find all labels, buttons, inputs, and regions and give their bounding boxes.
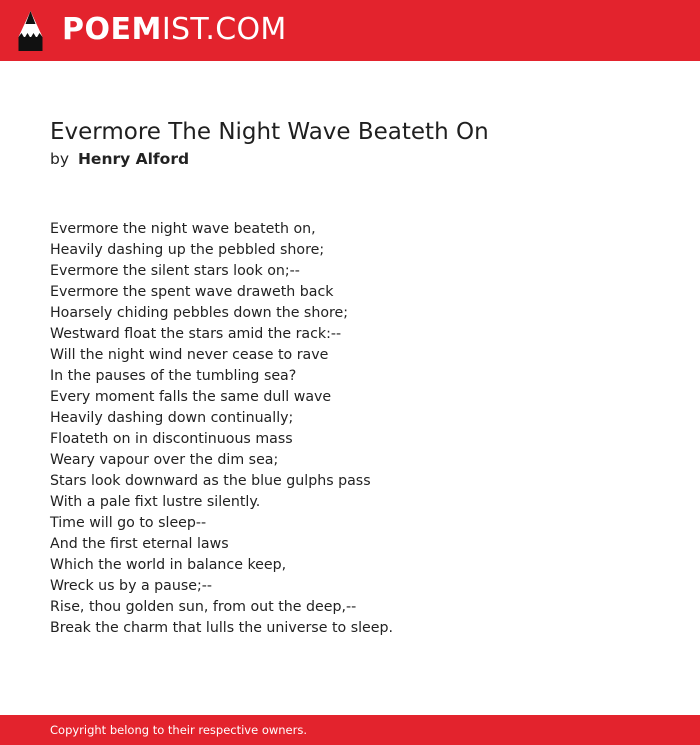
poem-line: Evermore the spent wave draweth back	[50, 284, 334, 300]
byline	[50, 149, 189, 169]
pen-nib-icon[interactable]	[17, 10, 44, 52]
poem-line: Rise, thou golden sun, from out the deep,--	[50, 599, 357, 615]
poem-line: Floateth on in discontinuous mass	[50, 431, 293, 447]
poem-body	[50, 219, 670, 639]
poem-line: Wreck us by a pause;--	[50, 578, 213, 594]
poem-line: In the pauses of the tumbling sea?	[50, 368, 297, 384]
poem-line: Will the night wind never cease to rave	[50, 347, 329, 363]
site-footer	[0, 715, 700, 745]
poem-line: Westward float the stars amid the rack:--	[50, 326, 342, 342]
poem-line: Hoarsely chiding pebbles down the shore;	[50, 305, 349, 321]
poem-line: Weary vapour over the dim sea;	[50, 452, 279, 468]
poem-line: Break the charm that lulls the universe to sleep.	[50, 620, 394, 636]
brand-bold: POEM	[62, 12, 162, 47]
poem-line: And the first eternal laws	[50, 536, 229, 552]
poem-line: Time will go to sleep--	[50, 515, 207, 531]
site-logo-text[interactable]	[62, 12, 287, 48]
by-label: by	[50, 150, 70, 168]
copyright-text: Copyright belong to their respective owners.	[50, 723, 308, 737]
brand-light: IST.COM	[161, 12, 287, 47]
poem-line: Evermore the silent stars look on;--	[50, 263, 300, 279]
site-header	[0, 0, 700, 61]
poem-line: Which the world in balance keep,	[50, 557, 287, 573]
poem-line: Every moment falls the same dull wave	[50, 389, 332, 405]
poem-line: Evermore the night wave beateth on,	[50, 221, 316, 237]
poem-line: Stars look downward as the blue gulphs pass	[50, 473, 371, 489]
poem-title: Evermore The Night Wave Beateth On	[50, 119, 489, 145]
poem-line: With a pale fixt lustre silently.	[50, 494, 261, 510]
author-name: Henry Alford	[77, 150, 190, 168]
poem-line: Heavily dashing up the pebbled shore;	[50, 242, 325, 258]
poem-line: Heavily dashing down continually;	[50, 410, 294, 426]
